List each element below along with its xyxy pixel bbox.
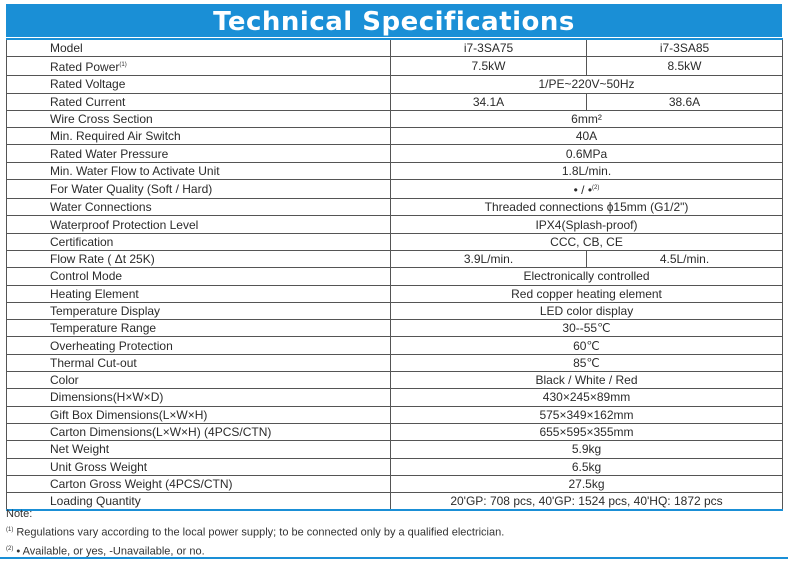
spec-label-text: Unit Gross Weight (50, 459, 148, 474)
spec-label (7, 406, 391, 423)
spec-label-text: Flow Rate ( Δt 25K) (50, 252, 155, 267)
note-1-text: Regulations vary according to the local power supply; to be connected only by a qualified electrician. (16, 526, 505, 539)
spec-value-model-1: 34.1A (391, 93, 587, 110)
spec-label-text: Waterproof Protection Level (50, 217, 199, 232)
spec-label-text: Min. Required Air Switch (50, 129, 181, 144)
spec-value (391, 162, 783, 179)
spec-row (7, 441, 783, 458)
spec-row (7, 406, 783, 423)
spec-row (7, 372, 783, 389)
spec-value (391, 337, 783, 354)
title-banner (6, 4, 782, 37)
spec-row (7, 302, 783, 319)
spec-value-text: 85℃ (573, 355, 600, 370)
spec-row (7, 233, 783, 250)
spec-value (391, 180, 783, 199)
spec-label (7, 423, 391, 440)
spec-label (7, 475, 391, 492)
spec-value (391, 285, 783, 302)
spec-row (7, 285, 783, 302)
spec-value-text: 20'GP: 708 pcs, 40'GP: 1524 pcs, 40'HQ: 1872 pcs (450, 494, 723, 509)
spec-value (391, 389, 783, 406)
spec-value-text: 575×349×162mm (539, 407, 634, 422)
spec-value-text: 430×245×89mm (542, 390, 631, 405)
spec-label (7, 337, 391, 354)
spec-label-text: Carton Dimensions(L×W×H) (4PCS/CTN) (50, 425, 272, 440)
spec-value (391, 110, 783, 127)
spec-value-text: Red copper heating element (511, 286, 662, 301)
spec-row (7, 39, 783, 57)
spec-label-text: Overheating Protection (50, 338, 173, 353)
spec-value-model-2: i7-3SA85 (587, 39, 783, 57)
spec-label-text: Certification (50, 234, 114, 249)
notes-heading: Note: (6, 508, 33, 520)
spec-row (7, 475, 783, 492)
spec-value (391, 354, 783, 371)
spec-row (7, 110, 783, 127)
note-2-text: • Available, or yes, -Unavailable, or no. (16, 545, 205, 558)
spec-label-text: Gift Box Dimensions(L×W×H) (50, 407, 208, 422)
spec-value-text: Threaded connections ϕ15mm (G1/2") (484, 200, 689, 215)
spec-value (391, 216, 783, 233)
note-1-mark: (1) (6, 527, 14, 533)
spec-label (7, 162, 391, 179)
note-2-mark: (2) (6, 545, 14, 552)
spec-value (391, 145, 783, 162)
spec-label-text: Min. Water Flow to Activate Unit (50, 163, 220, 178)
spec-value-text: 655×595×355mm (539, 425, 634, 440)
footnote-mark: (1) (119, 62, 127, 69)
spec-value (391, 458, 783, 475)
spec-value (391, 199, 783, 216)
spec-value (391, 320, 783, 337)
spec-value (391, 423, 783, 440)
spec-value-text: 60℃ (573, 338, 600, 353)
spec-value (391, 406, 783, 423)
spec-row (7, 76, 783, 93)
spec-label (7, 302, 391, 319)
spec-value-model-2: 38.6A (587, 93, 783, 110)
spec-value-text: 5.9kg (571, 442, 602, 457)
footnote-mark: (2) (592, 185, 600, 192)
spec-label (7, 372, 391, 389)
spec-value-text: Electronically controlled (523, 269, 650, 284)
spec-value (391, 128, 783, 145)
spec-label-text: Loading Quantity (50, 494, 141, 509)
spec-label (7, 57, 391, 76)
spec-label (7, 93, 391, 110)
spec-row (7, 199, 783, 216)
spec-label-text: Carton Gross Weight (4PCS/CTN) (50, 476, 233, 491)
spec-value-text: 6mm² (571, 112, 602, 127)
spec-row (7, 162, 783, 179)
spec-label-text: Dimensions(H×W×D) (50, 390, 164, 405)
spec-label (7, 233, 391, 250)
spec-label-text: Color (50, 373, 79, 388)
spec-label (7, 199, 391, 216)
spec-label (7, 128, 391, 145)
spec-row (7, 216, 783, 233)
spec-label-text: Temperature Range (50, 321, 157, 336)
spec-row (7, 57, 783, 76)
spec-value-model-1: 7.5kW (391, 57, 587, 76)
spec-value-text: 30--55℃ (562, 321, 611, 336)
spec-value-model-2: 8.5kW (587, 57, 783, 76)
spec-row (7, 320, 783, 337)
spec-table (6, 38, 783, 511)
spec-row (7, 458, 783, 475)
spec-row (7, 250, 783, 267)
spec-value (391, 76, 783, 93)
spec-label (7, 216, 391, 233)
notes (6, 506, 782, 559)
spec-value-text: 40A (575, 129, 598, 144)
spec-label (7, 285, 391, 302)
spec-value-text: 27.5kg (568, 476, 605, 491)
spec-label-text: For Water Quality (Soft / Hard) (50, 182, 213, 197)
spec-value-text: Black / White / Red (535, 373, 638, 388)
spec-label-text: Model (50, 41, 83, 56)
spec-label (7, 180, 391, 199)
spec-label-text: Rated Current (50, 94, 126, 109)
spec-row (7, 145, 783, 162)
spec-value-text: CCC, CB, CE (550, 234, 623, 249)
spec-label (7, 250, 391, 267)
spec-label-text: Rated Water Pressure (50, 146, 169, 161)
spec-value (391, 268, 783, 285)
spec-row (7, 180, 783, 199)
spec-value (391, 441, 783, 458)
spec-row (7, 268, 783, 285)
spec-label (7, 39, 391, 57)
spec-label (7, 458, 391, 475)
spec-label-text: Wire Cross Section (50, 112, 153, 127)
spec-value-text: 1/PE~220V~50Hz (538, 77, 635, 92)
spec-label (7, 320, 391, 337)
spec-value-model-2: 4.5L/min. (587, 250, 783, 267)
spec-value-text: • / • (573, 183, 593, 198)
spec-label-text: Rated Power (50, 60, 120, 75)
spec-label (7, 354, 391, 371)
spec-value-model-1: 3.9L/min. (391, 250, 587, 267)
spec-row (7, 93, 783, 110)
spec-value (391, 233, 783, 250)
spec-label (7, 110, 391, 127)
spec-label-text: Water Connections (50, 200, 152, 215)
spec-label-text: Heating Element (50, 286, 139, 301)
spec-value (391, 372, 783, 389)
spec-label (7, 76, 391, 93)
spec-value-text: IPX4(Splash-proof) (535, 217, 638, 232)
spec-label-text: Control Mode (50, 269, 123, 284)
page-title: Technical Specifications (213, 7, 575, 37)
spec-label-text: Rated Voltage (50, 77, 126, 92)
spec-row (7, 337, 783, 354)
spec-label-text: Net Weight (50, 442, 110, 457)
spec-label-text: Temperature Display (50, 304, 161, 318)
spec-row (7, 128, 783, 145)
spec-label (7, 268, 391, 285)
spec-value-text: LED color display (539, 304, 634, 318)
spec-label (7, 441, 391, 458)
bottom-divider (0, 557, 788, 559)
spec-label (7, 145, 391, 162)
spec-value-text: 0.6MPa (565, 146, 608, 161)
spec-label (7, 389, 391, 406)
spec-label-text: Thermal Cut-out (50, 355, 137, 370)
spec-row (7, 389, 783, 406)
spec-row (7, 423, 783, 440)
note-1 (6, 522, 782, 541)
spec-value (391, 302, 783, 319)
spec-value (391, 475, 783, 492)
spec-value-text: 1.8L/min. (561, 163, 612, 178)
spec-value-model-1: i7-3SA75 (391, 39, 587, 57)
spec-value-text: 6.5kg (571, 459, 602, 474)
spec-row (7, 354, 783, 371)
